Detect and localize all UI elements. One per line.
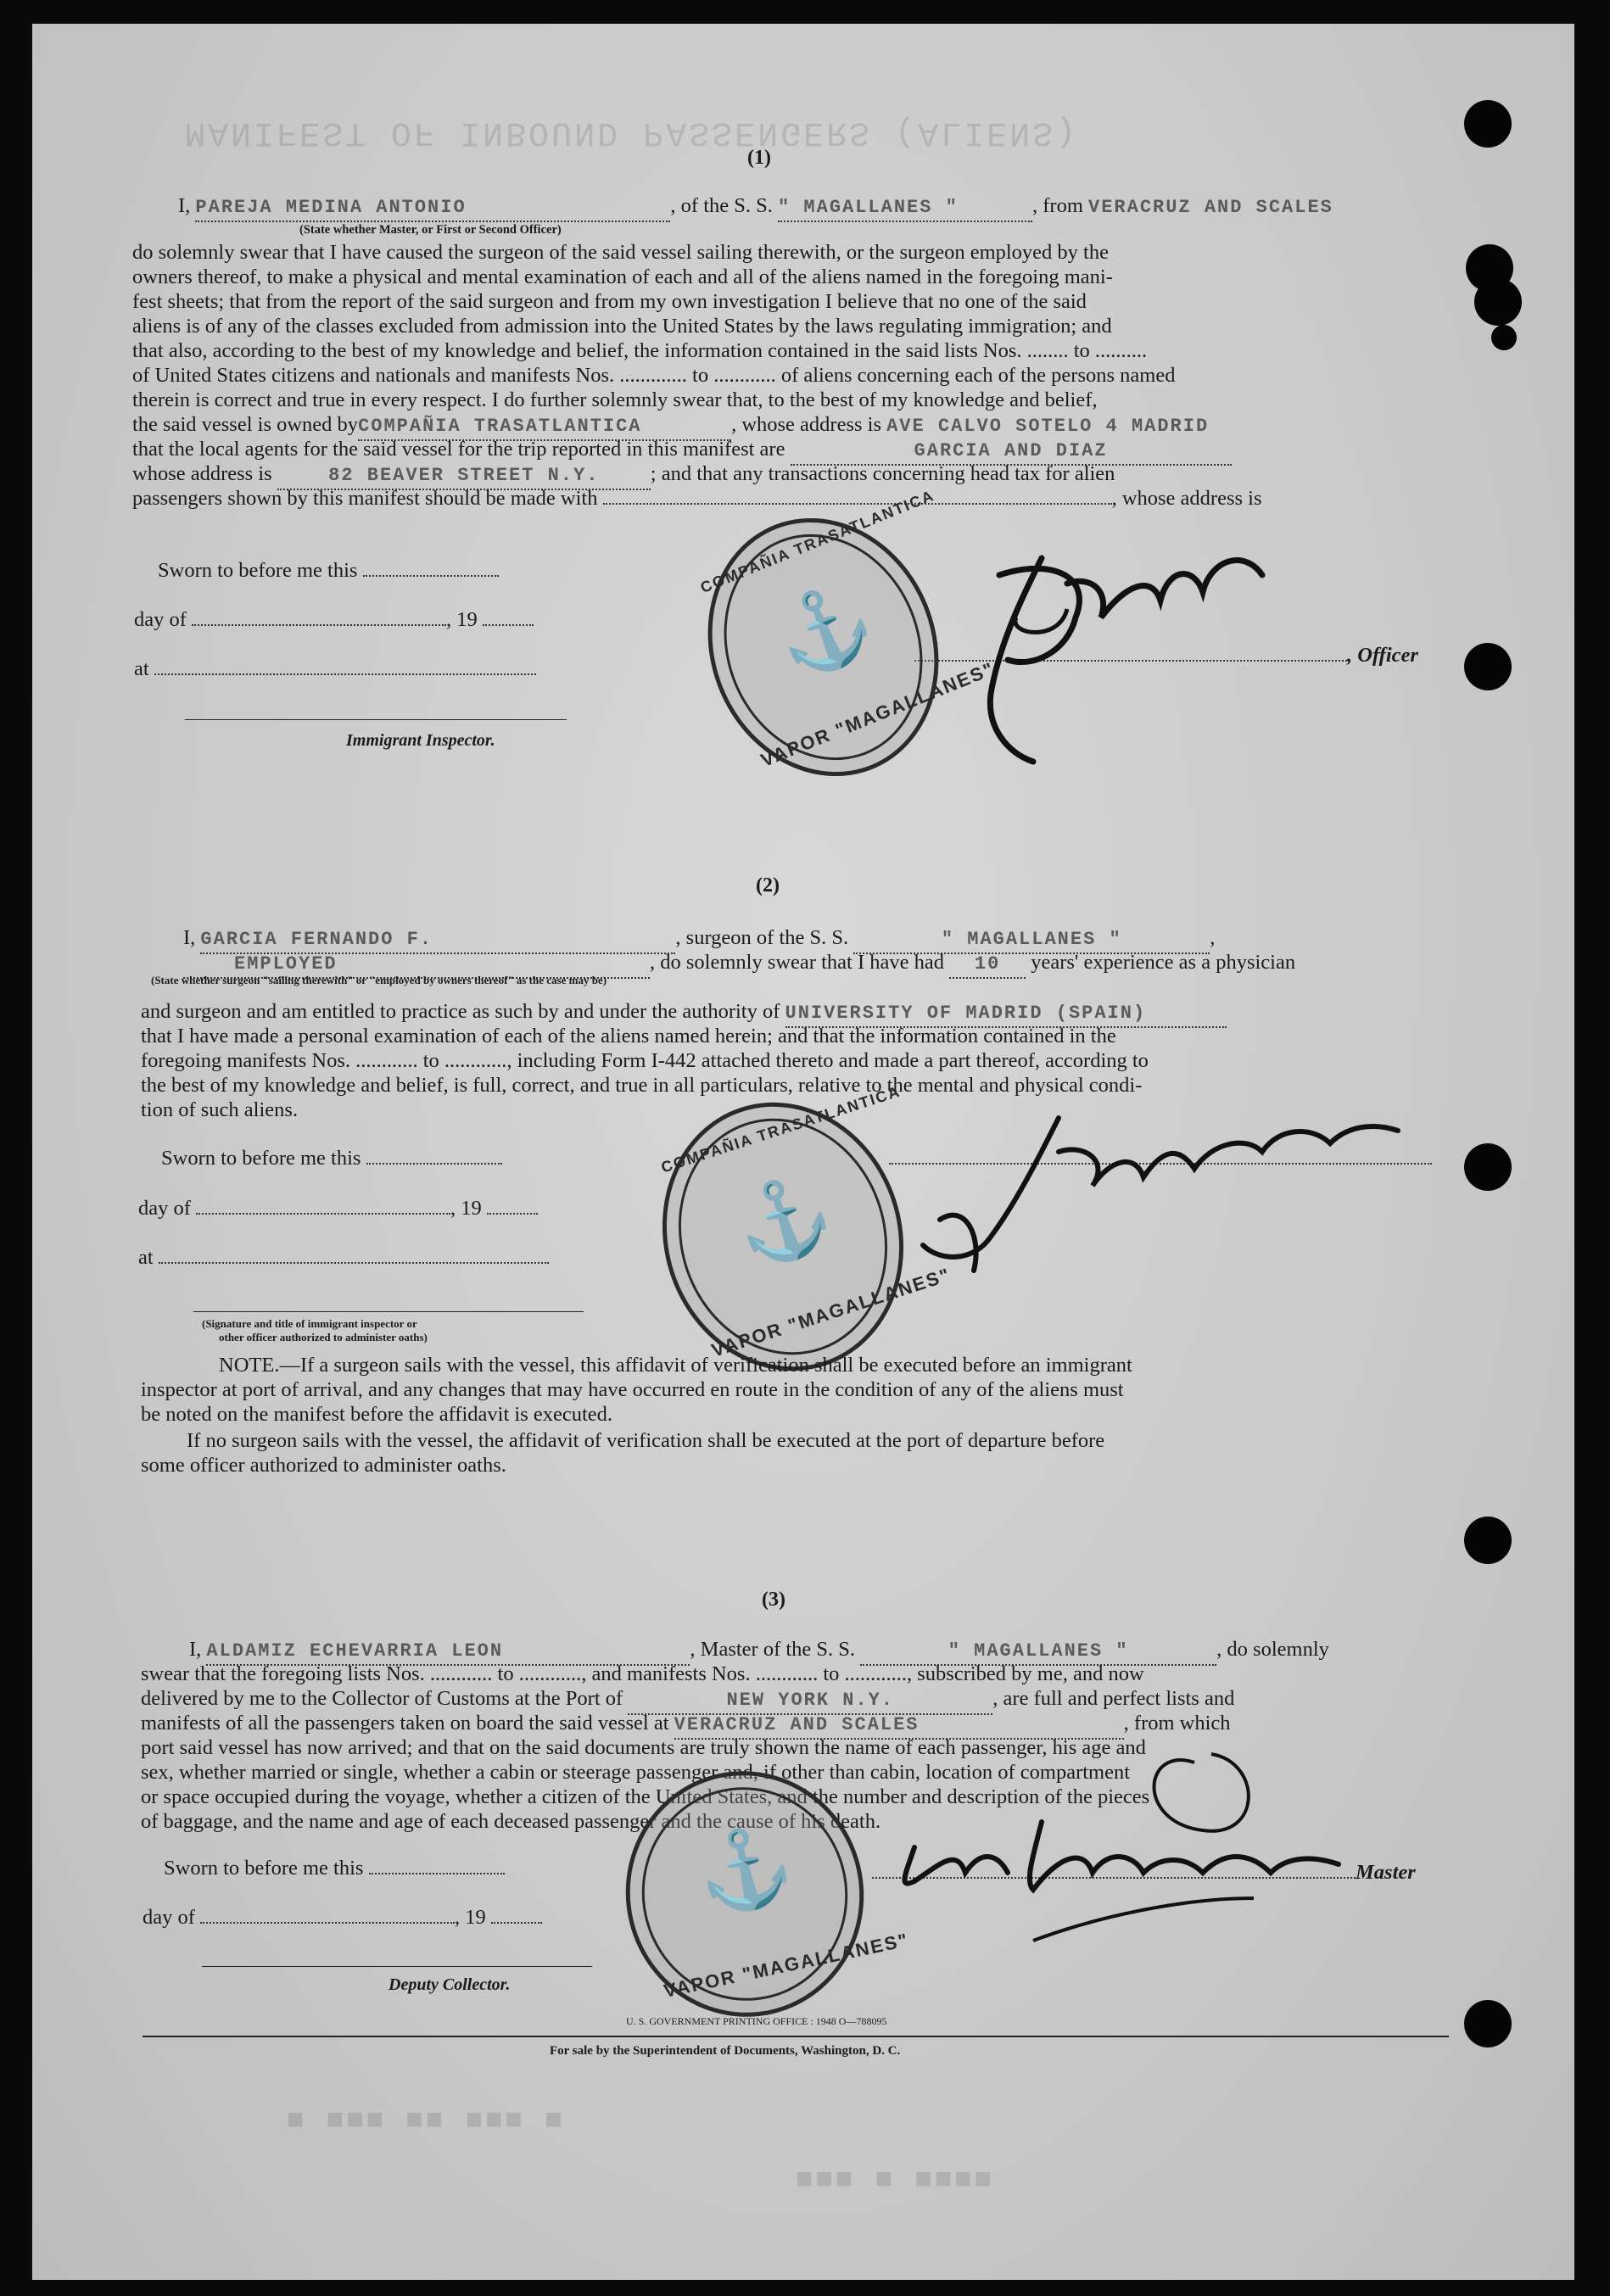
signature-rule xyxy=(193,1311,584,1312)
body-line: therein is correct and true in every respect. I do further solemnly swear that, to the best of my knowledge and belief, xyxy=(132,388,1098,411)
body-line: of baggage, and the name and age of each deceased passenger and the cause of his death. xyxy=(141,1810,881,1833)
caption: (State whether Master, or First or Second Officer) xyxy=(299,223,562,237)
body-line: of United States citizens and nationals and manifests Nos. ............. to ............ of aliens concerning each of the persons named xyxy=(132,364,1176,387)
anchor-icon: ⚓ xyxy=(725,1167,842,1276)
bleed-through-text: ■ ■■■ ■■ ■■■ ■ xyxy=(287,2102,565,2134)
anchor-icon: ⚓ xyxy=(690,1819,801,1922)
anchor-icon: ⚓ xyxy=(764,574,885,689)
years-experience: 10 xyxy=(949,952,1026,979)
master-signature xyxy=(864,1712,1389,1966)
body-line: tion of such aliens. xyxy=(141,1098,299,1121)
vessel-name: " MAGALLANES " xyxy=(860,1639,1216,1666)
collector-caption: Deputy Collector. xyxy=(389,1975,511,1994)
punch-hole xyxy=(1464,643,1512,690)
ship-stamp: ⚓ COMPAÑIA TRASATLANTICA VAPOR "MAGALLANES" xyxy=(628,1071,937,1403)
owner-name: COMPAÑIA TRASATLANTICA xyxy=(358,414,731,441)
note-line: NOTE.—If a surgeon sails with the vessel, this affidavit of verification shall be executed before an immigrant xyxy=(219,1354,1132,1377)
vessel-name: " MAGALLANES " xyxy=(853,927,1210,954)
authority: UNIVERSITY OF MADRID (SPAIN) xyxy=(785,1001,1227,1028)
inspector-caption: Immigrant Inspector. xyxy=(346,731,495,750)
sworn-line: Sworn to before me this xyxy=(164,1856,505,1881)
body-line: fest sheets; that from the report of the said surgeon and from my own investigation I believe that no one of the said xyxy=(132,290,1087,313)
body-line: that I have made a personal examination of each of the aliens named herein; and that the information contained in the xyxy=(141,1025,1116,1047)
section-number: (3) xyxy=(762,1589,785,1611)
note-line: inspector at port of arrival, and any changes that may have occurred en route in the condition of any of the aliens must xyxy=(141,1378,1124,1401)
footer-text: For sale by the Superintendent of Documents, Washington, D. C. xyxy=(550,2044,901,2058)
caption: (Signature and title of immigrant inspector or xyxy=(202,1317,417,1330)
boarding-port: VERACRUZ AND SCALES xyxy=(674,1712,1124,1740)
owner-address: AVE CALVO SOTELO 4 MADRID xyxy=(886,416,1210,437)
body-line: do solemnly swear that I have caused the surgeon of the said vessel sailing therewith, or the surgeon employed by the xyxy=(132,241,1109,264)
day-line: day of , 19 xyxy=(143,1905,542,1930)
employment-line: EMPLOYED , do solemnly swear that I have had 10 years' experience as a physician xyxy=(183,950,1295,979)
agents-name: GARCIA AND DIAZ xyxy=(791,439,1232,466)
document-page xyxy=(32,24,1574,2280)
note-line: some officer authorized to administer oaths. xyxy=(141,1454,506,1477)
body-line: the best of my knowledge and belief, is full, correct, and true in all particulars, relative to the mental and physical condi- xyxy=(141,1074,1143,1097)
caption: other officer authorized to administer oaths) xyxy=(219,1331,428,1344)
section-number: (1) xyxy=(747,147,771,169)
punch-hole xyxy=(1464,1143,1512,1191)
bleed-through-text: ■■■ ■ ■■■■ xyxy=(796,2161,995,2193)
passengers-line: passengers shown by this manifest should be made with , whose address is xyxy=(132,487,1262,510)
employment: EMPLOYED xyxy=(183,952,650,979)
agents-address: 82 BEAVER STREET N.Y. xyxy=(277,463,651,490)
body-line: or space occupied during the voyage, whether a citizen of the United States, and the number and description of the pieces xyxy=(141,1785,1150,1808)
body-line: owners thereof, to make a physical and mental examination of each and all of the aliens named in the foregoing mani- xyxy=(132,265,1113,288)
master-signature-line: Master xyxy=(872,1860,1416,1885)
note-line: If no surgeon sails with the vessel, the affidavit of verification shall be executed at the port of departure before xyxy=(187,1429,1105,1452)
note-line: be noted on the manifest before the affidavit is executed. xyxy=(141,1403,613,1426)
officer-line: I, PAREJA MEDINA ANTONIO , of the S. S. " MAGALLANES " , from VERACRUZ AND SCALES xyxy=(178,193,1333,222)
port: NEW YORK N.Y. xyxy=(628,1688,992,1715)
printing-office: U. S. GOVERNMENT PRINTING OFFICE : 1948 O—788095 xyxy=(626,2015,887,2027)
ship-stamp: ⚓ COMPAÑIA TRASATLANTICA VAPOR "MAGALLANES" xyxy=(670,483,977,812)
authority-line: and surgeon and am entitled to practice as such by and under the authority of UNIVERSITY OF MADRID (SPAIN) xyxy=(141,999,1227,1028)
punch-hole xyxy=(1491,325,1517,350)
body-line: foregoing manifests Nos. ............ to ............, including Form I-442 attached thereto and made a part thereof, according to xyxy=(141,1049,1149,1072)
punch-hole xyxy=(1464,1517,1512,1564)
day-line: day of , 19 xyxy=(138,1196,538,1221)
body-line: port said vessel has now arrived; and that on the said documents are truly shown the name of each passenger, his age and xyxy=(141,1736,1146,1759)
punch-hole xyxy=(1464,2000,1512,2047)
ship-stamp: ⚓ VAPOR "MAGALLANES" xyxy=(603,1749,886,2039)
at-line: at xyxy=(134,656,536,682)
inspector-rule xyxy=(185,719,567,720)
day-line: day of , 19 xyxy=(134,607,534,633)
body-line: sex, whether married or single, whether a cabin or steerage passenger and, if other than cabin, location of compartment xyxy=(141,1761,1131,1784)
address-line: whose address is 82 BEAVER STREET N.Y. ; and that any transactions concerning head tax for alien xyxy=(132,461,1115,490)
caption: (State whether surgeon "sailing therewith" or "employed by owners thereof" as the case may be) xyxy=(151,974,607,986)
vessel-name: " MAGALLANES " xyxy=(778,195,1032,222)
route: VERACRUZ AND SCALES xyxy=(1088,197,1333,218)
section-number: (2) xyxy=(756,874,780,897)
master-name: ALDAMIZ ECHEVARRIA LEON xyxy=(206,1639,690,1666)
punch-hole xyxy=(1464,100,1512,148)
officer-signature-line: , Officer xyxy=(914,643,1418,668)
surgeon-line: I, GARCIA FERNANDO F. , surgeon of the S. S. " MAGALLANES " , xyxy=(183,925,1215,954)
sworn-line: Sworn to before me this xyxy=(161,1146,502,1171)
sworn-line: Sworn to before me this xyxy=(158,558,499,584)
agents-line: that the local agents for the said vessel for the trip reported in this manifest are GARCIA AND DIAZ xyxy=(132,437,1232,466)
punch-hole xyxy=(1474,278,1522,326)
surgeon-signature xyxy=(889,1092,1415,1288)
boarded-line: manifests of all the passengers taken on board the said vessel at VERACRUZ AND SCALES , from which xyxy=(141,1711,1231,1740)
surgeon-name: GARCIA FERNANDO F. xyxy=(200,927,675,954)
at-line: at xyxy=(138,1245,549,1271)
body-line: swear that the foregoing lists Nos. ............ to ............, and manifests Nos. ............ to ............, subscribed by me, and now xyxy=(141,1662,1144,1685)
collector-rule xyxy=(202,1966,592,1967)
body-line: aliens is of any of the classes excluded from admission into the United States by the laws regulating immigration; and xyxy=(132,315,1112,338)
footer-rule xyxy=(143,2036,1449,2037)
bleed-through-text: MANIFEST OF INBOUND PASSENGERS (ALIENS) xyxy=(185,113,1079,151)
owner-line: the said vessel is owned byCOMPAÑIA TRASATLANTICA , whose address is AVE CALVO SOTELO 4 MADRID xyxy=(132,412,1209,441)
master-line: I, ALDAMIZ ECHEVARRIA LEON , Master of the S. S. " MAGALLANES " , do solemnly xyxy=(189,1637,1329,1666)
port-line: delivered by me to the Collector of Customs at the Port of NEW YORK N.Y. , are full and perfect lists and xyxy=(141,1686,1234,1715)
officer-signature xyxy=(906,524,1296,779)
body-line: that also, according to the best of my knowledge and belief, the information contained in the said lists Nos. ........ to .......... xyxy=(132,339,1148,362)
officer-name: PAREJA MEDINA ANTONIO xyxy=(195,195,670,222)
